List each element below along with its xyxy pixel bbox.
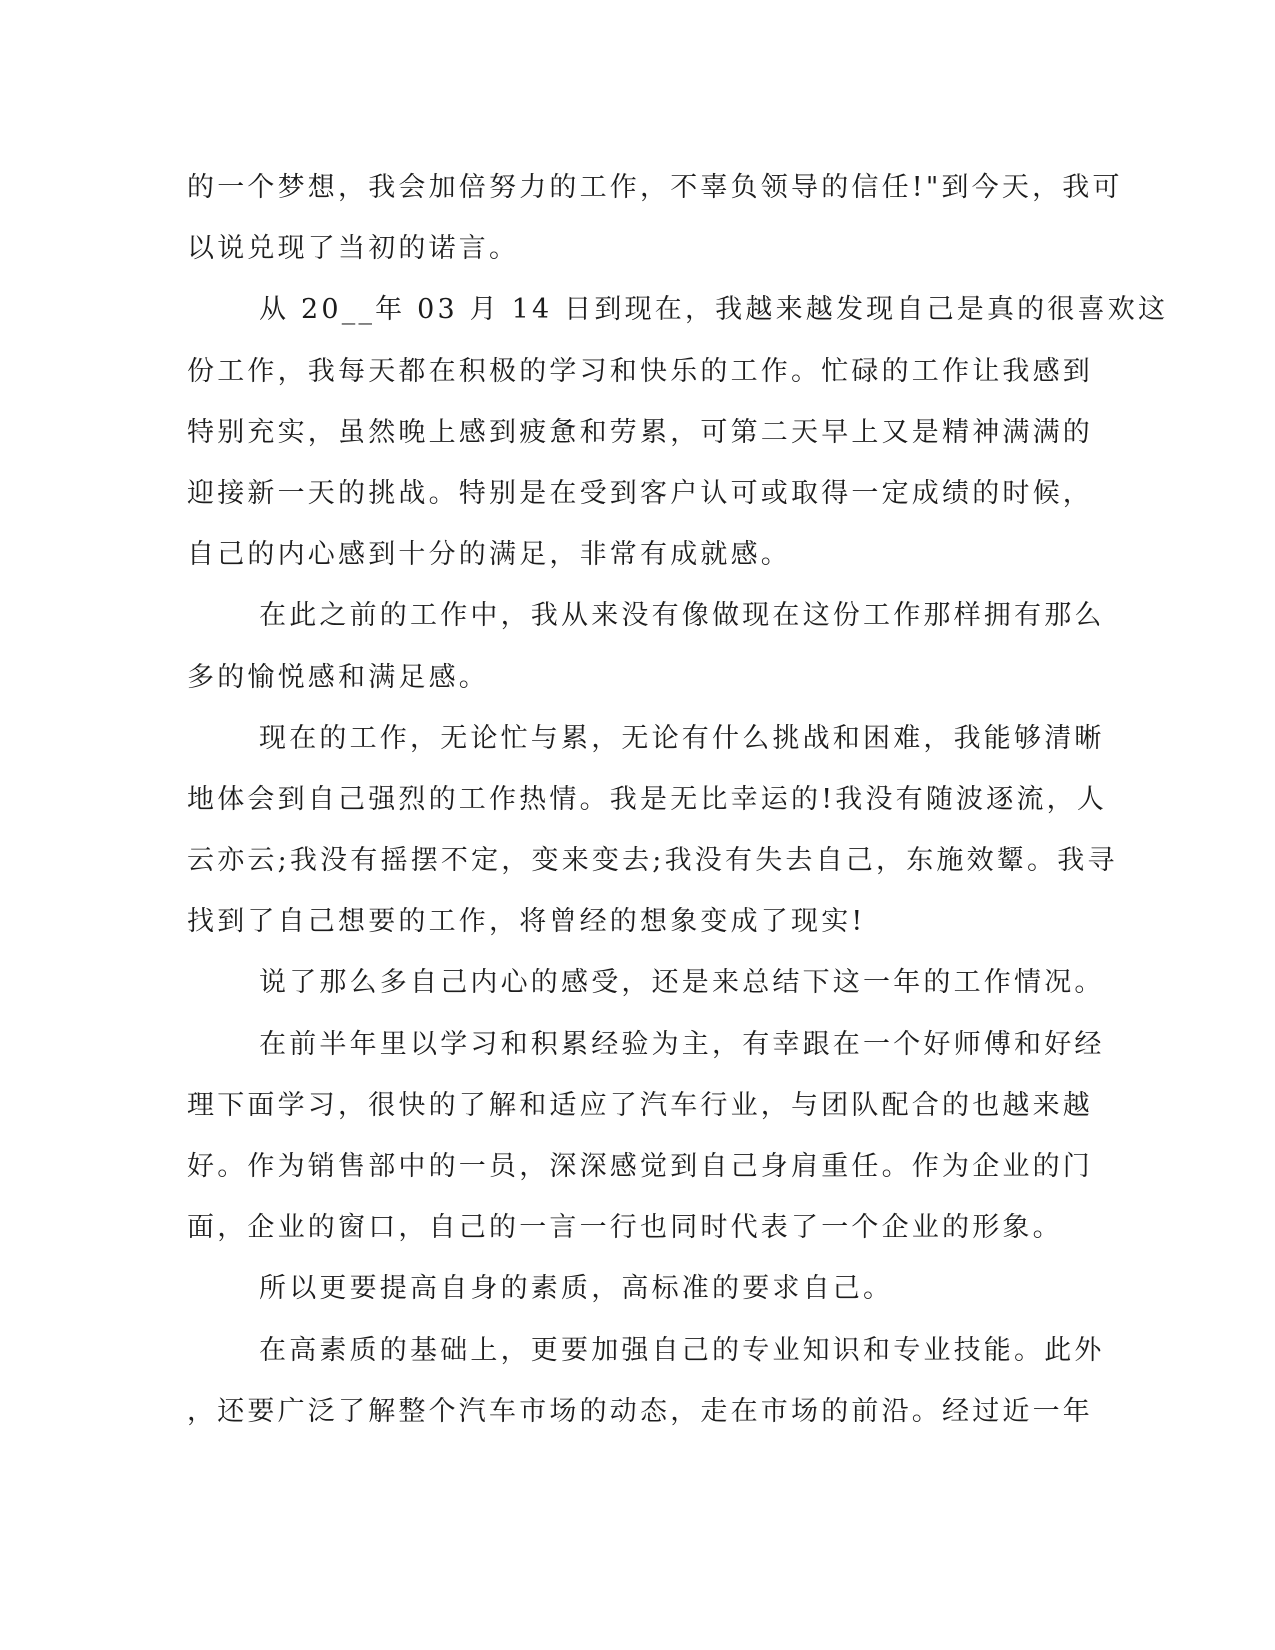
text-line: 从 20__年 03 月 14 日到现在，我越来越发现自己是真的很喜欢这 xyxy=(259,294,1169,326)
text-line: 的一个梦想，我会加倍努力的工作，不辜负领导的信任!"到今天，我可 xyxy=(187,172,1123,203)
text-line: 说了那么多自己内心的感受，还是来总结下这一年的工作情况。 xyxy=(259,967,1105,999)
text-line: 份工作，我每天都在积极的学习和快乐的工作。忙碌的工作让我感到 xyxy=(187,355,1093,387)
text-line: 以说兑现了当初的诺言。 xyxy=(187,233,520,265)
text-line: 在高素质的基础上，更要加强自己的专业知识和专业技能。此外 xyxy=(259,1334,1105,1366)
document-body xyxy=(187,157,1169,1442)
text-line: 地体会到自己强烈的工作热情。我是无比幸运的!我没有随波逐流，人 xyxy=(187,783,1108,815)
text-line: 自己的内心感到十分的满足，非常有成就感。 xyxy=(187,539,791,571)
text-line: 面，企业的窗口，自己的一言一行也同时代表了一个企业的形象。 xyxy=(187,1212,1063,1244)
text-line: 在前半年里以学习和积累经验为主，有幸跟在一个好师傅和好经 xyxy=(259,1028,1105,1060)
text-line: 在此之前的工作中，我从来没有像做现在这份工作那样拥有那么 xyxy=(259,600,1105,632)
text-line: 所以更要提高自身的素质，高标准的要求自己。 xyxy=(259,1273,894,1305)
text-line: 迎接新一天的挑战。特别是在受到客户认可或取得一定成绩的时候， xyxy=(187,477,1093,509)
text-line: 找到了自己想要的工作，将曾经的想象变成了现实! xyxy=(187,906,866,938)
text-line: 云亦云;我没有摇摆不定，变来变去;我没有失去自己，东施效颦。我寻 xyxy=(187,845,1118,877)
text-line: 好。作为销售部中的一员，深深感觉到自己身肩重任。作为企业的门 xyxy=(187,1151,1093,1182)
text-line: 特别充实，虽然晚上感到疲惫和劳累，可第二天早上又是精神满满的 xyxy=(187,416,1093,448)
text-line: ，还要广泛了解整个汽车市场的动态，走在市场的前沿。经过近一年 xyxy=(187,1395,1093,1427)
text-line: 理下面学习，很快的了解和适应了汽车行业，与团队配合的也越来越 xyxy=(187,1089,1093,1121)
text-line: 现在的工作，无论忙与累，无论有什么挑战和困难，我能够清晰 xyxy=(259,722,1105,754)
text-line: 多的愉悦感和满足感。 xyxy=(187,661,489,693)
